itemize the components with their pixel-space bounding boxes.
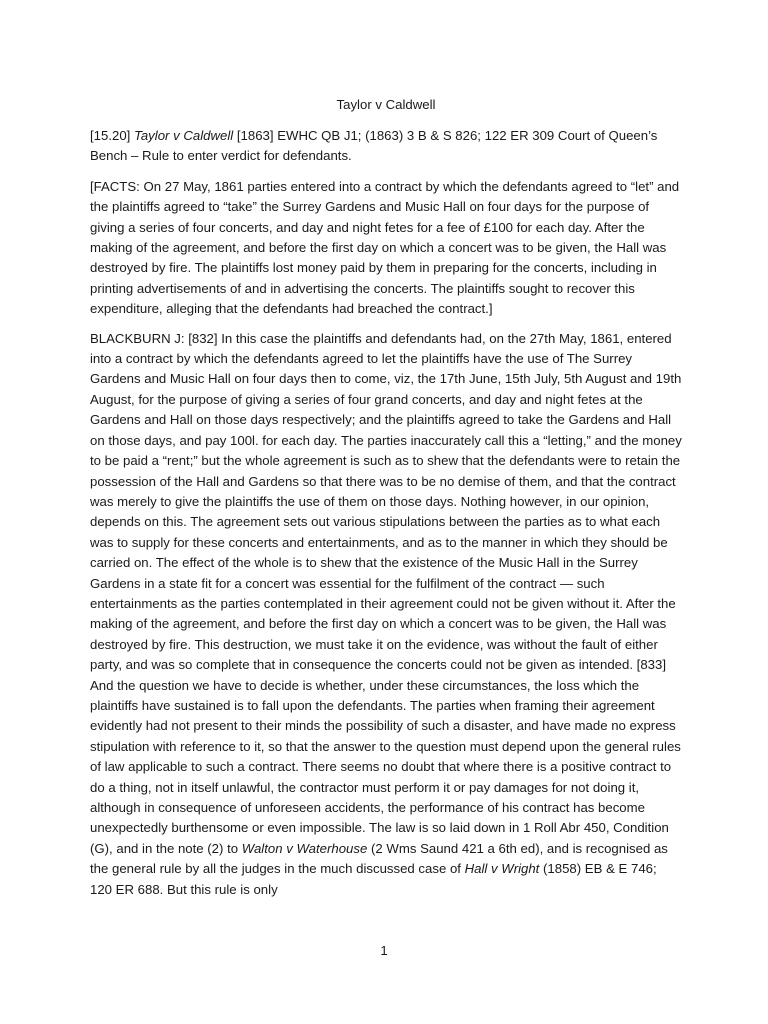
citation-details: [1863] EWHC QB J1; (1863) 3 B & S 826; 122 ER 309 Court of Queen’s Bench – Rule to enter verdict for defendants. <box>90 128 658 164</box>
judgment-text-part-3: (1858) EB & E 746; 120 ER 688. But this rule is only <box>90 861 657 897</box>
judgment-text-part-2: (2 Wms Saund 421 a 6th ed), and is recognised as the general rule by all the judges in the much discussed case of <box>90 840 668 877</box>
facts-paragraph: [FACTS: On 27 May, 1861 parties entered into a contract by which the defendants agreed to “let” and the plaintiffs agreed to “take” the Surrey Gardens and Music Hall on four days for the purpose of giving a series of four concerts, and day and night fetes for a fee of £100 for each day. After the making of the agreement, and before the first day on which a concert was to be given, the Hall was destroyed by fire. The plaintiffs lost money paid by them in preparing for the concerts, including in printing advertisements of and in advertising the concerts. The plaintiffs sought to recover this expenditure, alleging that the defendants had breached the contract.] <box>90 178 680 317</box>
citation-case-name: Taylor v Caldwell <box>134 128 234 143</box>
document-title: Taylor v Caldwell <box>336 97 436 112</box>
judgment-paragraph <box>90 329 682 900</box>
judgment-case-hall: Hall v Wright <box>464 861 540 877</box>
page-number: 1 <box>380 943 388 958</box>
judgment-text-part-1: BLACKBURN J: [832] In this case the plaintiffs and defendants had, on the 27th May, 1861, entered into a contract by which the defendants agreed to let the plaintiffs have the use of The Surrey Gardens and Music Hall on four days then to come, viz, the 17th June, 15th July, 5th August and 19th August, for the purpose of giving a series of four grand concerts, and day and night fetes at the Gardens and Hall on those days respectively; and the plaintiffs agreed to take the Gardens and Hall on those days, and pay 100l. for each day. The parties inaccurately call this a “letting,” and the money to be paid a “rent;” but the whole agreement is such as to shew that the defendants were to retain the possession of the Hall and Gardens so that there was to be no demise of them, and that the contract was merely to give the plaintiffs the use of them on those days. Nothing however, in our opinion, depends on this. The agreement sets out various stipulations between the parties as to what each was to supply for these concerts and entertainments, and as to the manner in which they should be carried on. The effect of the whole is to shew that the existence of the Music Hall in the Surrey Gardens in a state fit for a concert was essential for the fulfilment of the contract — such entertainments as the parties contemplated in their agreement could not be given without it. After the making of the agreement, and before the first day on which a concert was to be given, the Hall was destroyed by fire. This destruction, we must take it on the evidence, was without the fault of either party, and was so complete that in consequence the concerts could not be given as intended. [833] And the question we have to decide is whether, under these circumstances, the loss which the plaintiffs have sustained is to fall upon the defendants. The parties when framing their agreement evidently had not present to their minds the possibility of such a disaster, and have made no express stipulation with reference to it, so that the answer to the question must depend upon the general rules of law applicable to such a contract. There seems no doubt that where there is a positive contract to do a thing, not in itself unlawful, the contractor must perform it or pay damages for not doing it, although in consequence of unforeseen accidents, the performance of his contract has become unexpectedly burthensome or even impossible. The law is so laid down in 1 Roll Abr 450, Condition (G), and in the note (2) to <box>90 330 682 856</box>
judgment-case-walton: Walton v Waterhouse <box>241 840 368 856</box>
case-citation <box>90 126 682 167</box>
citation-paragraph-number: [15.20] <box>90 128 134 143</box>
